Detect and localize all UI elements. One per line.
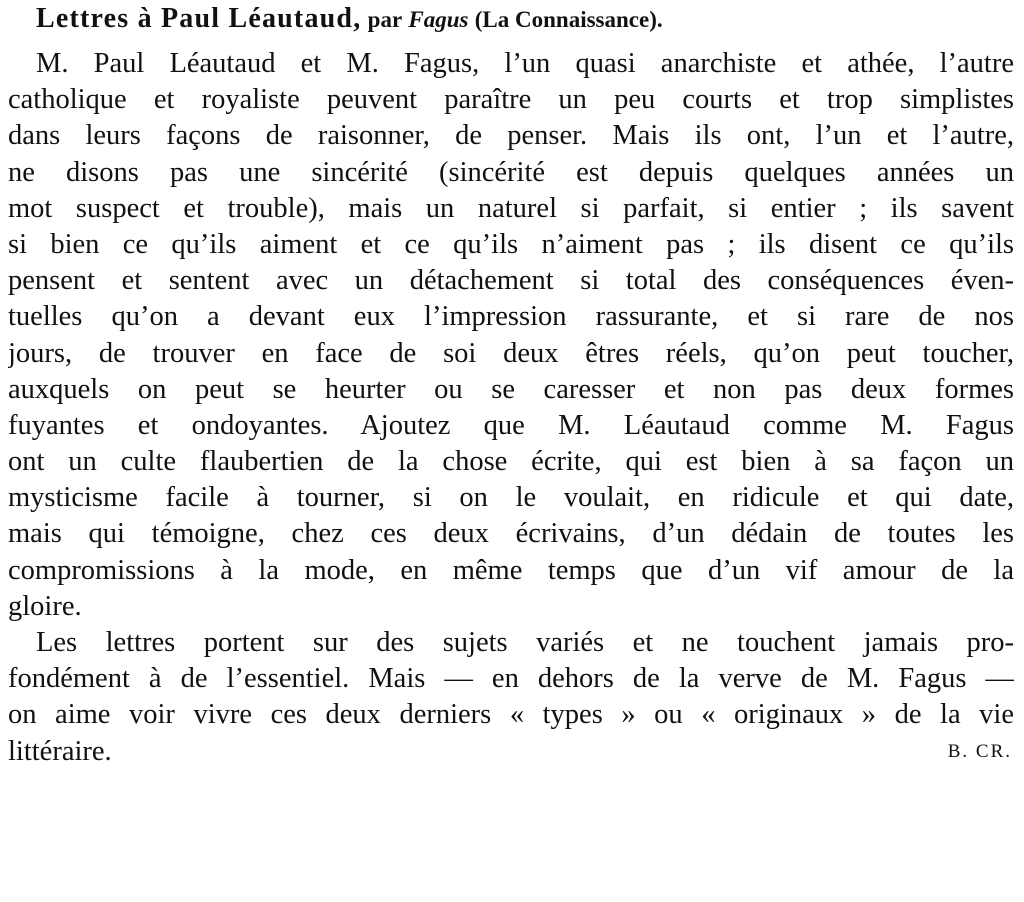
text-line: on aime voir vivre ces deux derniers « types » ou « originaux » de la vie: [8, 699, 1014, 731]
text-line: gloire.: [8, 590, 82, 622]
text-line: ne disons pas une sincérité (sincérité est depuis quelques années un: [8, 156, 1014, 188]
text-line: pensent et sentent avec un détachement si total des conséquences éven-: [8, 265, 1014, 297]
text-line: jours, de trouver en face de soi deux êtres réels, qu’on peut toucher,: [8, 337, 1014, 369]
review-heading: [8, 0, 1014, 46]
by-word: par: [367, 7, 403, 32]
text-line: fondément à de l’essentiel. Mais — en dehors de la verve de M. Fagus —: [8, 663, 1014, 695]
text-line: M. Paul Léautaud et M. Fagus, l’un quasi anarchiste et athée, l’autre: [36, 48, 1014, 79]
text-line: si bien ce qu’ils aiment et ce qu’ils n’aiment pas ; ils disent ce qu’ils: [8, 228, 1014, 260]
text-line: mais qui témoigne, chez ces deux écrivains, d’un dédain de toutes les: [8, 518, 1014, 550]
text-line: mysticisme facile à tourner, si on le voulait, en ridicule et qui date,: [8, 482, 1014, 514]
text-line: catholique et royaliste peuvent paraître un peu courts et trop simplistes: [8, 84, 1014, 116]
author-name: Fagus: [408, 7, 469, 32]
text-line: fuyantes et ondoyantes. Ajoutez que M. Léautaud comme M. Fagus: [8, 409, 1014, 441]
text-line: compromissions à la mode, en même temps que d’un vif amour de la: [8, 554, 1014, 586]
paragraph-1: [8, 46, 1014, 625]
reviewer-signature: B. CR.: [947, 740, 1012, 762]
text-line: dans leurs façons de raisonner, de penser. Mais ils ont, l’un et l’autre,: [8, 120, 1014, 152]
final-line: [8, 734, 1014, 770]
text-line: mot suspect et trouble), mais un naturel si parfait, si entier ; ils savent: [8, 192, 1014, 224]
text-line: auxquels on peut se heurter ou se caresser et non pas deux formes: [8, 373, 1014, 405]
paragraph-2: [8, 625, 1014, 770]
book-title: Lettres à Paul Léautaud,: [36, 3, 362, 34]
text-line: littéraire.: [8, 735, 112, 767]
text-line: tuelles qu’on a devant eux l’impression rassurante, et si rare de nos: [8, 301, 1014, 333]
text-line: ont un culte flaubertien de la chose écrite, qui est bien à sa façon un: [8, 446, 1014, 478]
text-line: Les lettres portent sur des sujets variés et ne touchent jamais pro-: [36, 627, 1014, 658]
publisher-name: (La Connaissance).: [474, 7, 663, 32]
